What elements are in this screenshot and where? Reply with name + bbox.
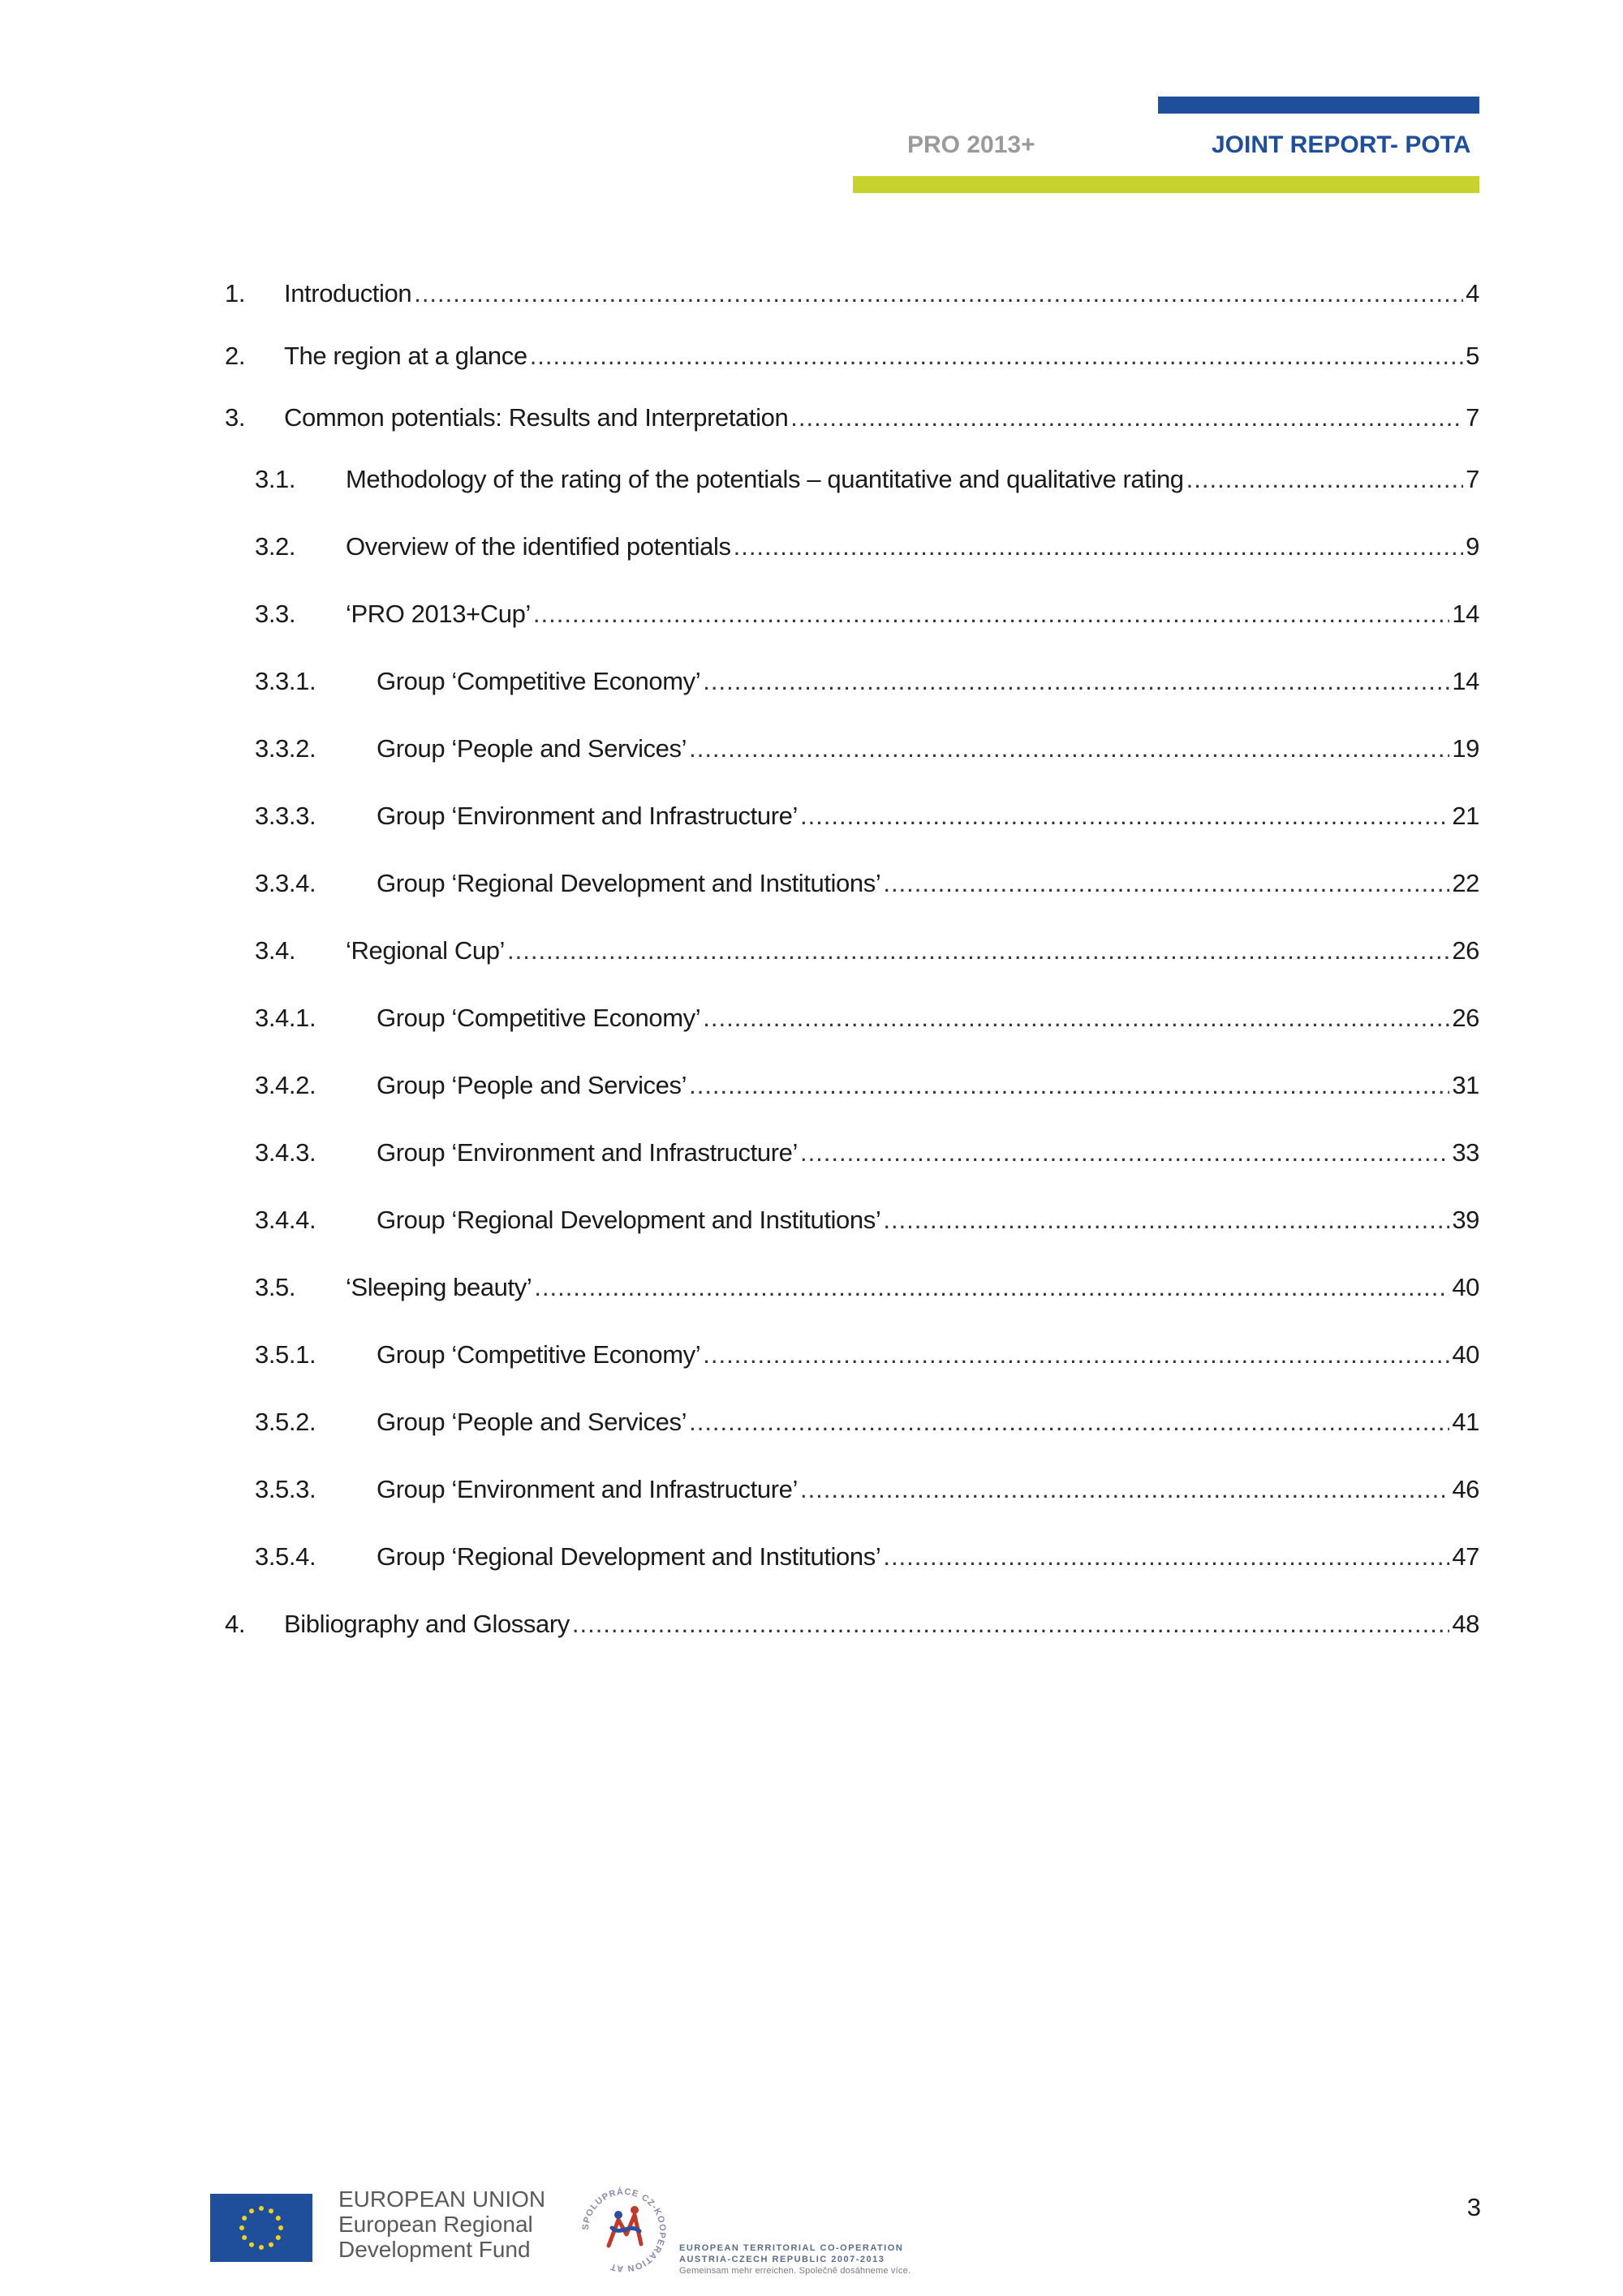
eu-label-line2: European Regional xyxy=(338,2212,533,2237)
toc-entry-title: Group ‘Environment and Infrastructure’ xyxy=(377,1138,798,1167)
toc-entry[interactable] xyxy=(225,403,1479,439)
toc-entry-title: Introduction xyxy=(284,279,412,307)
toc-entry-page: 48 xyxy=(1452,1610,1479,1638)
toc-entry-title: ‘Sleeping beauty’ xyxy=(346,1273,532,1301)
toc-dot-leader xyxy=(703,667,1449,696)
toc-entry-page: 26 xyxy=(1452,1004,1479,1032)
etc-programme-label xyxy=(679,2242,911,2277)
header-report-title: JOINT REPORT- POTA xyxy=(1212,131,1471,158)
toc-entry[interactable] xyxy=(255,869,1479,905)
toc-entry[interactable] xyxy=(255,1138,1479,1174)
toc-entry-title: Group ‘Regional Development and Institutions’ xyxy=(377,869,881,897)
cross-border-cooperation-logo-icon xyxy=(576,2182,672,2278)
toc-entry-title: Group ‘Regional Development and Institutions’ xyxy=(377,1206,881,1234)
toc-entry-title: Group ‘Competitive Economy’ xyxy=(377,1004,701,1032)
toc-entry-number: 4. xyxy=(225,1610,246,1638)
header-blue-bar xyxy=(1158,97,1479,114)
toc-entry[interactable] xyxy=(255,532,1479,568)
toc-dot-leader xyxy=(800,1475,1449,1504)
toc-dot-leader xyxy=(689,734,1449,763)
toc-dot-leader xyxy=(689,1408,1449,1437)
toc-entry-page: 4 xyxy=(1466,279,1479,307)
toc-entry-title: The region at a glance xyxy=(284,342,527,370)
toc-entry-page: 14 xyxy=(1452,600,1479,628)
toc-dot-leader xyxy=(689,1071,1449,1100)
toc-entry[interactable] xyxy=(255,734,1479,770)
toc-dot-leader xyxy=(534,1273,1449,1302)
toc-entry-title: ‘Regional Cup’ xyxy=(346,936,506,965)
etc-label-line1: EUROPEAN TERRITORIAL CO-OPERATION xyxy=(679,2243,904,2253)
toc-entry-title: Methodology of the rating of the potentials – quantitative and qualitative rating xyxy=(346,465,1184,493)
toc-entry-title: ‘PRO 2013+Cup’ xyxy=(346,600,531,628)
toc-entry[interactable] xyxy=(255,1408,1479,1443)
toc-entry-number: 3.3. xyxy=(255,600,296,628)
toc-entry-number: 2. xyxy=(225,342,246,370)
toc-dot-leader xyxy=(883,1542,1449,1572)
toc-entry-page: 40 xyxy=(1452,1273,1479,1301)
toc-dot-leader xyxy=(883,869,1449,898)
toc-entry-page: 7 xyxy=(1466,403,1479,432)
toc-entry[interactable] xyxy=(255,1071,1479,1107)
toc-entry[interactable] xyxy=(225,279,1479,315)
toc-entry-title: Group ‘Competitive Economy’ xyxy=(377,1340,701,1369)
toc-entry-title: Bibliography and Glossary xyxy=(284,1610,570,1638)
toc-entry[interactable] xyxy=(255,600,1479,635)
toc-dot-leader xyxy=(734,532,1464,561)
toc-entry[interactable] xyxy=(255,1273,1479,1309)
toc-entry-number: 1. xyxy=(225,279,246,307)
toc-dot-leader xyxy=(572,1610,1449,1639)
toc-entry-number: 3.5.3. xyxy=(255,1475,316,1503)
toc-dot-leader xyxy=(507,936,1449,965)
toc-entry-page: 33 xyxy=(1452,1138,1479,1167)
toc-entry-page: 9 xyxy=(1466,532,1479,561)
eu-label-line1: EUROPEAN UNION xyxy=(338,2186,546,2212)
toc-entry[interactable] xyxy=(225,342,1479,377)
toc-entry[interactable] xyxy=(225,1610,1479,1645)
toc-entry-number: 3.3.3. xyxy=(255,802,316,830)
toc-dot-leader xyxy=(800,802,1449,831)
toc-entry-page: 5 xyxy=(1466,342,1479,370)
toc-entry-page: 40 xyxy=(1452,1340,1479,1369)
toc-entry[interactable] xyxy=(255,1340,1479,1376)
toc-entry[interactable] xyxy=(255,465,1479,501)
toc-entry-number: 3.5.4. xyxy=(255,1542,316,1571)
toc-entry-title: Group ‘Regional Development and Institutions’ xyxy=(377,1542,881,1571)
eu-label-line3: Development Fund xyxy=(338,2237,531,2262)
svg-text:SPOLUPRÁCE CZ-KOOPERATION AT: SPOLUPRÁCE CZ-KOOPERATION AT xyxy=(580,2186,668,2274)
toc-entry-number: 3.2. xyxy=(255,532,296,561)
header-lime-bar xyxy=(853,176,1479,193)
toc-dot-leader xyxy=(883,1206,1449,1235)
toc-entry-number: 3.5.1. xyxy=(255,1340,316,1369)
toc-entry-title: Group ‘People and Services’ xyxy=(377,1408,687,1436)
toc-entry-title: Common potentials: Results and Interpretation xyxy=(284,403,789,432)
eu-flag-icon xyxy=(210,2194,312,2262)
toc-entry-page: 39 xyxy=(1452,1206,1479,1234)
toc-dot-leader xyxy=(790,403,1463,432)
toc-entry[interactable] xyxy=(255,936,1479,972)
toc-entry-page: 22 xyxy=(1452,869,1479,897)
toc-entry-title: Group ‘People and Services’ xyxy=(377,1071,687,1099)
toc-entry[interactable] xyxy=(255,802,1479,837)
toc-entry-page: 41 xyxy=(1452,1408,1479,1436)
toc-entry[interactable] xyxy=(255,1206,1479,1241)
toc-entry-number: 3.5.2. xyxy=(255,1408,316,1436)
toc-entry[interactable] xyxy=(255,1004,1479,1039)
toc-entry-number: 3.4.2. xyxy=(255,1071,316,1099)
header-project-label: PRO 2013+ xyxy=(907,131,1035,158)
toc-entry[interactable] xyxy=(255,1475,1479,1511)
toc-entry-number: 3.5. xyxy=(255,1273,296,1301)
toc-entry-page: 46 xyxy=(1452,1475,1479,1503)
toc-entry[interactable] xyxy=(255,667,1479,703)
toc-entry-number: 3.3.4. xyxy=(255,869,316,897)
etc-label-line2: AUSTRIA-CZECH REPUBLIC 2007-2013 xyxy=(679,2255,885,2264)
toc-entry-number: 3.4. xyxy=(255,936,296,965)
toc-entry-page: 14 xyxy=(1452,667,1479,695)
toc-dot-leader xyxy=(533,600,1449,629)
toc-dot-leader xyxy=(530,342,1463,371)
toc-entry-page: 7 xyxy=(1466,465,1479,493)
eu-fund-label xyxy=(338,2186,545,2262)
toc-entry-page: 21 xyxy=(1452,802,1479,830)
toc-dot-leader xyxy=(703,1004,1449,1033)
toc-entry-number: 3.4.1. xyxy=(255,1004,316,1032)
toc-dot-leader xyxy=(1186,465,1464,494)
toc-entry-number: 3.4.3. xyxy=(255,1138,316,1167)
toc-entry-page: 19 xyxy=(1452,734,1479,763)
toc-dot-leader xyxy=(800,1138,1449,1167)
toc-entry-title: Group ‘People and Services’ xyxy=(377,734,687,763)
toc-entry-page: 31 xyxy=(1452,1071,1479,1099)
toc-entry-number: 3.3.2. xyxy=(255,734,316,763)
etc-label-line3: Gemeinsam mehr erreichen. Společně dosáhneme více. xyxy=(679,2266,911,2276)
toc-entry-title: Group ‘Environment and Infrastructure’ xyxy=(377,802,798,830)
toc-dot-leader xyxy=(703,1340,1449,1369)
page-number: 3 xyxy=(1466,2193,1481,2221)
toc-entry-title: Group ‘Environment and Infrastructure’ xyxy=(377,1475,798,1503)
toc-entry-number: 3. xyxy=(225,403,246,432)
toc-entry-page: 26 xyxy=(1452,936,1479,965)
toc-entry[interactable] xyxy=(255,1542,1479,1578)
toc-entry-title: Group ‘Competitive Economy’ xyxy=(377,667,701,695)
toc-entry-title: Overview of the identified potentials xyxy=(346,532,731,561)
toc-entry-number: 3.1. xyxy=(255,465,296,493)
toc-dot-leader xyxy=(414,279,1463,308)
toc-entry-page: 47 xyxy=(1452,1542,1479,1571)
toc-entry-number: 3.3.1. xyxy=(255,667,316,695)
toc-entry-number: 3.4.4. xyxy=(255,1206,316,1234)
